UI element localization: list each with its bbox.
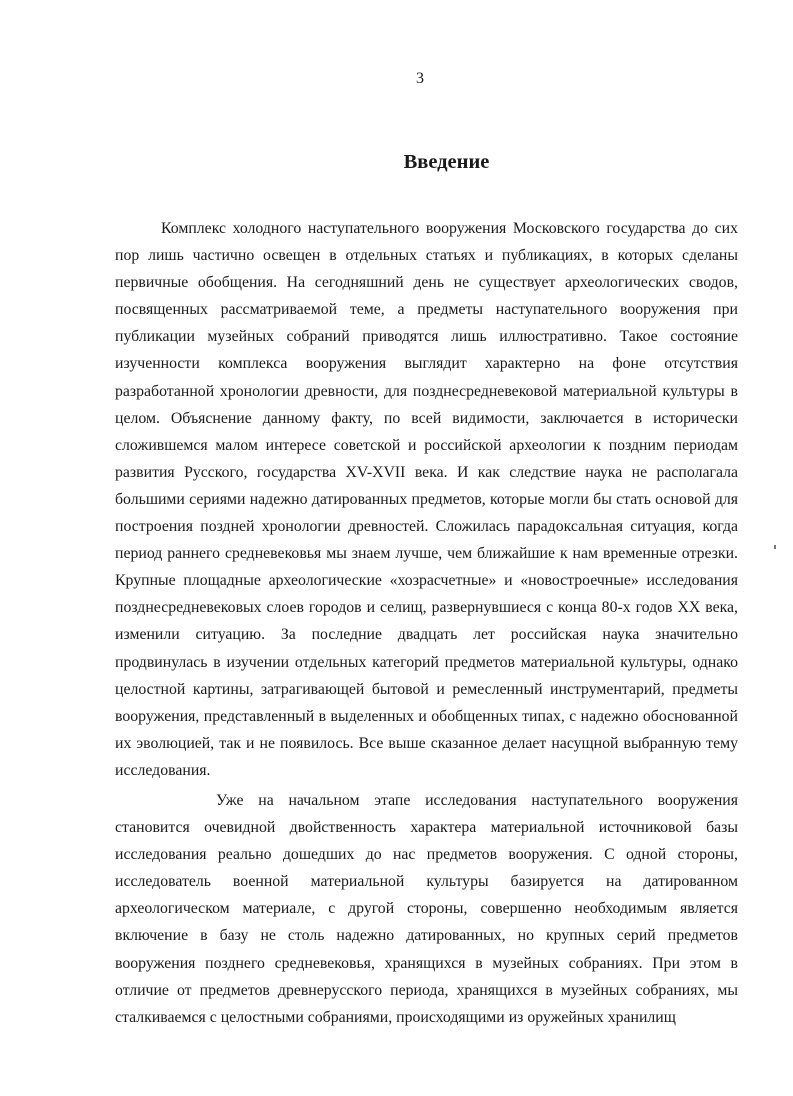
- scan-artifact: [774, 545, 776, 549]
- paragraph-intro: Комплекс холодного наступательного вооружения Московского государства до сих пор лишь частично освещен в отдельных статьях и публикациях, в которых сделаны первичные обобщения. На сегодняшний день не существует археологических сводов, посвященных рассматриваемой теме, а предметы наступательного вооружения при публикации музейных собраний приводятся лишь иллюстративно. Такое состояние изученности комплекса вооружения выглядит характерно на фоне отсутствия разработанной хронологии древности, для позднесредневековой материальной культуры в целом. Объяснение данному факту, по всей видимости, заключается в исторически сложившемся малом интересе советской и российской археологии к поздним периодам развития Русского, государства XV-XVII века. И как следствие наука не располагала большими сериями надежно датированных предметов, которые могли бы стать основой для построения поздней хронологии древностей. Сложилась парадоксальная ситуация, когда период раннего средневековья мы знаем лучше, чем ближайшие к нам временные отрезки. Крупные площадные археологические «хозрасчетные» и «новостроечные» исследования позднесредневековых слоев городов и селищ, развернувшиеся с конца 80-х годов XX века, изменили ситуацию. За последние двадцать лет российская наука значительно продвинулась в изучении отдельных категорий предметов материальной культуры, однако целостной картины, затрагивающей бытовой и ремесленный инструментарий, предметы вооружения, представленный в выделенных и обобщенных типах, с надежно обоснованной их эволюцией, так и не появилось. Все выше сказанное делает насущной выбранную тему исследования.: [115, 220, 738, 779]
- section-title: Введение: [403, 151, 490, 173]
- body-text: [115, 215, 738, 1031]
- paragraph-sources: Уже на начальном этапе исследования наступательного вооружения становится очевидной двойственность характера материальной источниковой базы исследования реально дошедших до нас предметов вооружения. С одной стороны, исследователь военной материальной культуры базируется на датированном археологическом материале, с другой стороны, совершенно необходимым является включение в базу не столь надежно датированных, но крупных серий предметов вооружения позднего средневековья, хранящихся в музейных собраниях. При этом в отличие от предметов древнерусского периода, хранящихся в музейных собраниях, мы сталкиваемся с целостными собраниями, происходящими из оружейных хранилищ: [115, 791, 738, 1026]
- page-number: 3: [416, 70, 424, 87]
